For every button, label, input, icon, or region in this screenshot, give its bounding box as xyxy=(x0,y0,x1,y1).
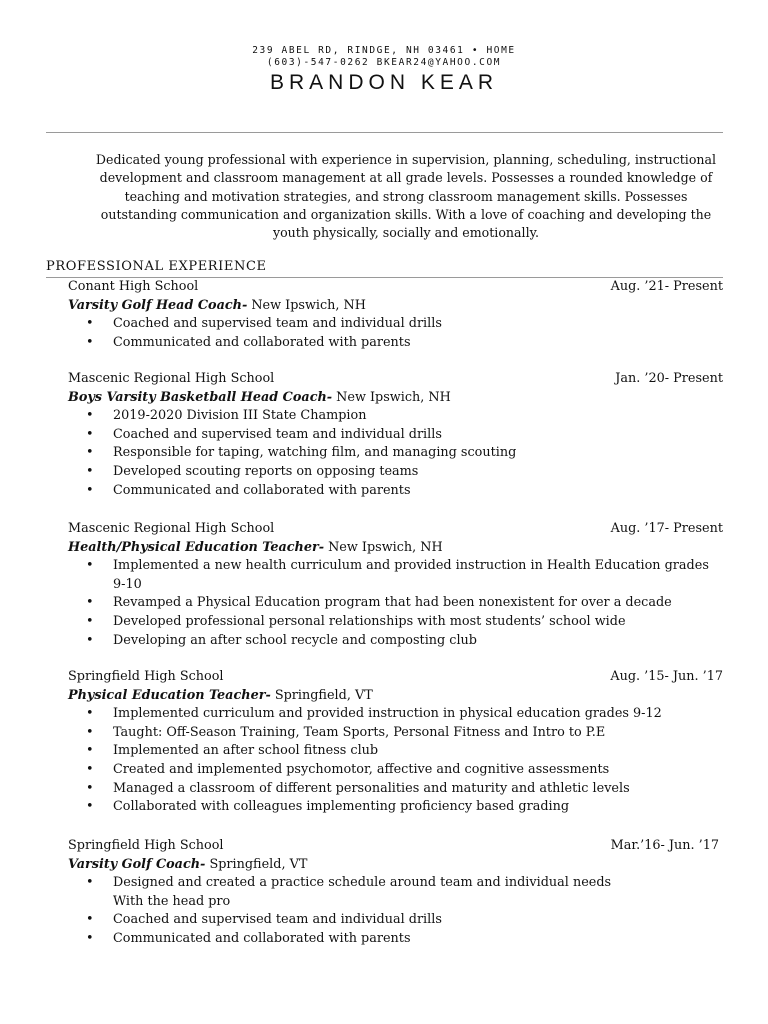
bullet-icon: • xyxy=(86,334,94,350)
job-entry xyxy=(68,520,723,650)
bullet-icon: • xyxy=(86,706,94,722)
bullet-icon: • xyxy=(86,463,94,479)
bullet-item: • Created and implemented psychomotor, affective and cognitive assessments xyxy=(68,761,718,780)
bullet-item: • Designed and created a practice schedule around team and individual needs With the head pro xyxy=(86,875,612,909)
bullet-icon: • xyxy=(86,930,94,946)
bullet-icon: • xyxy=(86,316,94,332)
bullet-item: • Communicated and collaborated with parents xyxy=(68,334,718,353)
candidate-name: BRANDON KEAR xyxy=(269,71,499,94)
contact-info xyxy=(0,45,768,69)
job-bullets xyxy=(68,407,723,500)
bullet-icon: • xyxy=(86,445,94,461)
job-organization: Springfield High School xyxy=(68,669,224,684)
bullet-icon: • xyxy=(86,408,94,424)
job-location: Springfield, VT xyxy=(205,856,308,872)
bullet-icon: • xyxy=(86,761,94,777)
bullet-item: • Managed a classroom of different personalities and maturity and athletic levels xyxy=(68,780,718,799)
job-role: Health/Physical Education Teacher- xyxy=(68,539,325,555)
bullet-icon: • xyxy=(86,875,94,891)
bullet-icon: • xyxy=(86,558,94,574)
bullet-item: • Developed professional personal relationships with most students’ school wide xyxy=(68,613,718,632)
bullet-item: • Communicated and collaborated with parents xyxy=(68,482,718,501)
bullet-icon: • xyxy=(86,912,94,928)
job-bullets xyxy=(68,315,723,352)
section-title-experience: PROFESSIONAL EXPERIENCE xyxy=(46,259,267,274)
bullet-item: • 2019-2020 Division III State Champion xyxy=(68,407,718,426)
bullet-icon: • xyxy=(86,613,94,629)
bullet-icon: • xyxy=(86,426,94,442)
bullet-item: • Developed scouting reports on opposing teams xyxy=(68,463,718,482)
job-location: Springfield, VT xyxy=(270,687,373,703)
job-location: New Ipswich, NH xyxy=(324,539,443,555)
header-divider xyxy=(46,132,723,133)
bullet-icon: • xyxy=(86,482,94,498)
bullet-icon: • xyxy=(86,632,94,648)
job-role: Varsity Golf Head Coach- xyxy=(68,297,248,313)
bullet-icon: • xyxy=(86,799,94,815)
summary-paragraph: Dedicated young professional with experience in supervision, planning, scheduling, instructional development and classroom management at all grade levels. Possesses a rounded knowledge of teaching and motivation strategies, and strong classroom management skills. Possesses outstanding communication and organization skills. With a love of coaching and developing the youth physically, socially and emotionally. xyxy=(95,152,717,241)
bullet-icon: • xyxy=(86,780,94,796)
bullet-icon: • xyxy=(86,724,94,740)
bullet-item: • Implemented an after school fitness club xyxy=(68,742,718,761)
bullet-item: • Collaborated with colleagues implementing proficiency based grading xyxy=(68,798,718,817)
bullet-icon: • xyxy=(86,595,94,611)
job-bullets xyxy=(68,705,723,817)
job-bullets xyxy=(68,557,723,650)
job-dates: Aug. ’17- Present xyxy=(610,521,723,536)
job-dates: Aug. ’21- Present xyxy=(610,279,723,294)
bullet-item: • Coached and supervised team and individual drills xyxy=(68,426,718,445)
bullet-item: • Taught: Off-Season Training, Team Sports, Personal Fitness and Intro to P.E xyxy=(68,724,718,743)
address-line-2: (603)-547-0262 BKEAR24@YAHOO.COM xyxy=(266,57,502,68)
bullet-item: • Developing an after school recycle and composting club xyxy=(68,632,718,651)
job-entry xyxy=(68,278,723,352)
job-entry xyxy=(68,370,723,500)
job-organization: Mascenic Regional High School xyxy=(68,521,275,536)
bullet-item: • Communicated and collaborated with parents xyxy=(68,930,718,949)
address-line-1: 239 ABEL RD, RINDGE, NH 03461 • HOME xyxy=(252,45,516,56)
job-role: Varsity Golf Coach- xyxy=(68,856,206,872)
job-dates: Aug. ’15- Jun. ’17 xyxy=(610,669,723,684)
bullet-item: • Coached and supervised team and individual drills xyxy=(68,911,718,930)
job-dates: Mar.’16- Jun. ’17 xyxy=(610,838,719,853)
job-role: Physical Education Teacher- xyxy=(68,687,271,703)
job-location: New Ipswich, NH xyxy=(332,389,451,405)
bullet-item: • Implemented curriculum and provided instruction in physical education grades 9-12 xyxy=(68,705,718,724)
bullet-item: • Coached and supervised team and individual drills xyxy=(68,315,718,334)
bullet-item: • Revamped a Physical Education program that had been nonexistent for over a decade xyxy=(68,594,718,613)
bullet-item: • Responsible for taping, watching film, and managing scouting xyxy=(68,444,718,463)
bullet-item: • Implemented a new health curriculum and provided instruction in Health Education grades 9-10 xyxy=(86,558,709,592)
job-organization: Mascenic Regional High School xyxy=(68,371,275,386)
bullet-icon: • xyxy=(86,743,94,759)
job-bullets xyxy=(68,874,723,948)
job-organization: Conant High School xyxy=(68,279,199,294)
job-dates: Jan. ’20- Present xyxy=(615,371,723,386)
job-entry xyxy=(68,837,723,949)
job-entry xyxy=(68,668,723,817)
job-organization: Springfield High School xyxy=(68,838,224,853)
job-role: Boys Varsity Basketball Head Coach- xyxy=(68,389,333,405)
job-location: New Ipswich, NH xyxy=(247,297,366,313)
